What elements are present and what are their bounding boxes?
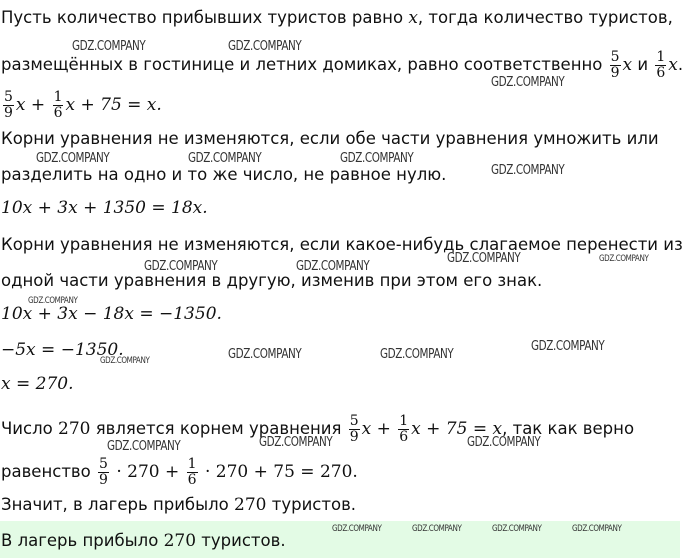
- watermark: GDZ.COMPANY: [572, 524, 622, 534]
- watermark: GDZ.COMPANY: [188, 151, 262, 166]
- watermark: GDZ.COMPANY: [28, 296, 78, 306]
- watermark: GDZ.COMPANY: [531, 339, 605, 354]
- watermark: GDZ.COMPANY: [599, 254, 649, 264]
- watermark: GDZ.COMPANY: [259, 435, 333, 450]
- watermark: GDZ.COMPANY: [491, 75, 565, 90]
- watermark: GDZ.COMPANY: [340, 151, 414, 166]
- paragraph-2-line-2: разделить на одно и то же число, не равное нулю.: [1, 165, 447, 184]
- fraction-1-6: $\frac{1}{6}$: [656, 49, 666, 81]
- watermark: GDZ.COMPANY: [72, 39, 146, 54]
- watermark: GDZ.COMPANY: [492, 524, 542, 534]
- paragraph-4: Число 270 является корнем уравнения $\frac{5}{9}$ x + $\frac{1}{6}$ x + 75 = x, так как верно: [1, 413, 635, 445]
- paragraph-1-line-2: размещённых в гостинице и летних домиках, равно соответственно $\frac{5}{9}$ x и $\frac{1}{6}$ x.: [1, 49, 683, 81]
- paragraph-1-line-1: Пусть количество прибывших туристов равно x, тогда количество туристов,: [1, 8, 673, 28]
- fraction-5-9: $\frac{5}{9}$: [610, 49, 620, 81]
- watermark: GDZ.COMPANY: [100, 356, 150, 366]
- equation-1: $\frac{5}{9}$ x + $\frac{1}{6}$ x + 75 = x.: [4, 89, 162, 121]
- equation-3: 10x + 3x − 18x = −1350.: [1, 304, 222, 324]
- watermark: GDZ.COMPANY: [107, 439, 181, 454]
- paragraph-6: Значит, в лагерь прибыло 270 туристов.: [1, 495, 357, 515]
- watermark: GDZ.COMPANY: [332, 524, 382, 534]
- watermark: GDZ.COMPANY: [296, 259, 370, 274]
- equation-5: x = 270.: [1, 374, 74, 394]
- watermark: GDZ.COMPANY: [144, 259, 218, 274]
- equation-4: −5x = −1350.: [1, 340, 124, 360]
- watermark: GDZ.COMPANY: [491, 163, 565, 178]
- paragraph-5: равенство $\frac{5}{9}$ · 270 + $\frac{1}{6}$ · 270 + 75 = 270.: [1, 456, 358, 488]
- answer-text: В лагерь прибыло 270 туристов.: [1, 531, 286, 551]
- equation-2: 10x + 3x + 1350 = 18x.: [1, 198, 208, 218]
- watermark: GDZ.COMPANY: [228, 347, 302, 362]
- paragraph-2-line-1: Корни уравнения не изменяются, если обе части уравнения умножить или: [1, 129, 659, 148]
- watermark: GDZ.COMPANY: [36, 151, 110, 166]
- watermark: GDZ.COMPANY: [412, 524, 462, 534]
- paragraph-3-line-1: Корни уравнения не изменяются, если какое-нибудь слагаемое перенести из: [1, 235, 683, 254]
- watermark: GDZ.COMPANY: [467, 435, 541, 450]
- paragraph-3-line-2: одной части уравнения в другую, изменив при этом его знак.: [1, 271, 543, 290]
- watermark: GDZ.COMPANY: [447, 251, 521, 266]
- watermark: GDZ.COMPANY: [380, 347, 454, 362]
- watermark: GDZ.COMPANY: [228, 39, 302, 54]
